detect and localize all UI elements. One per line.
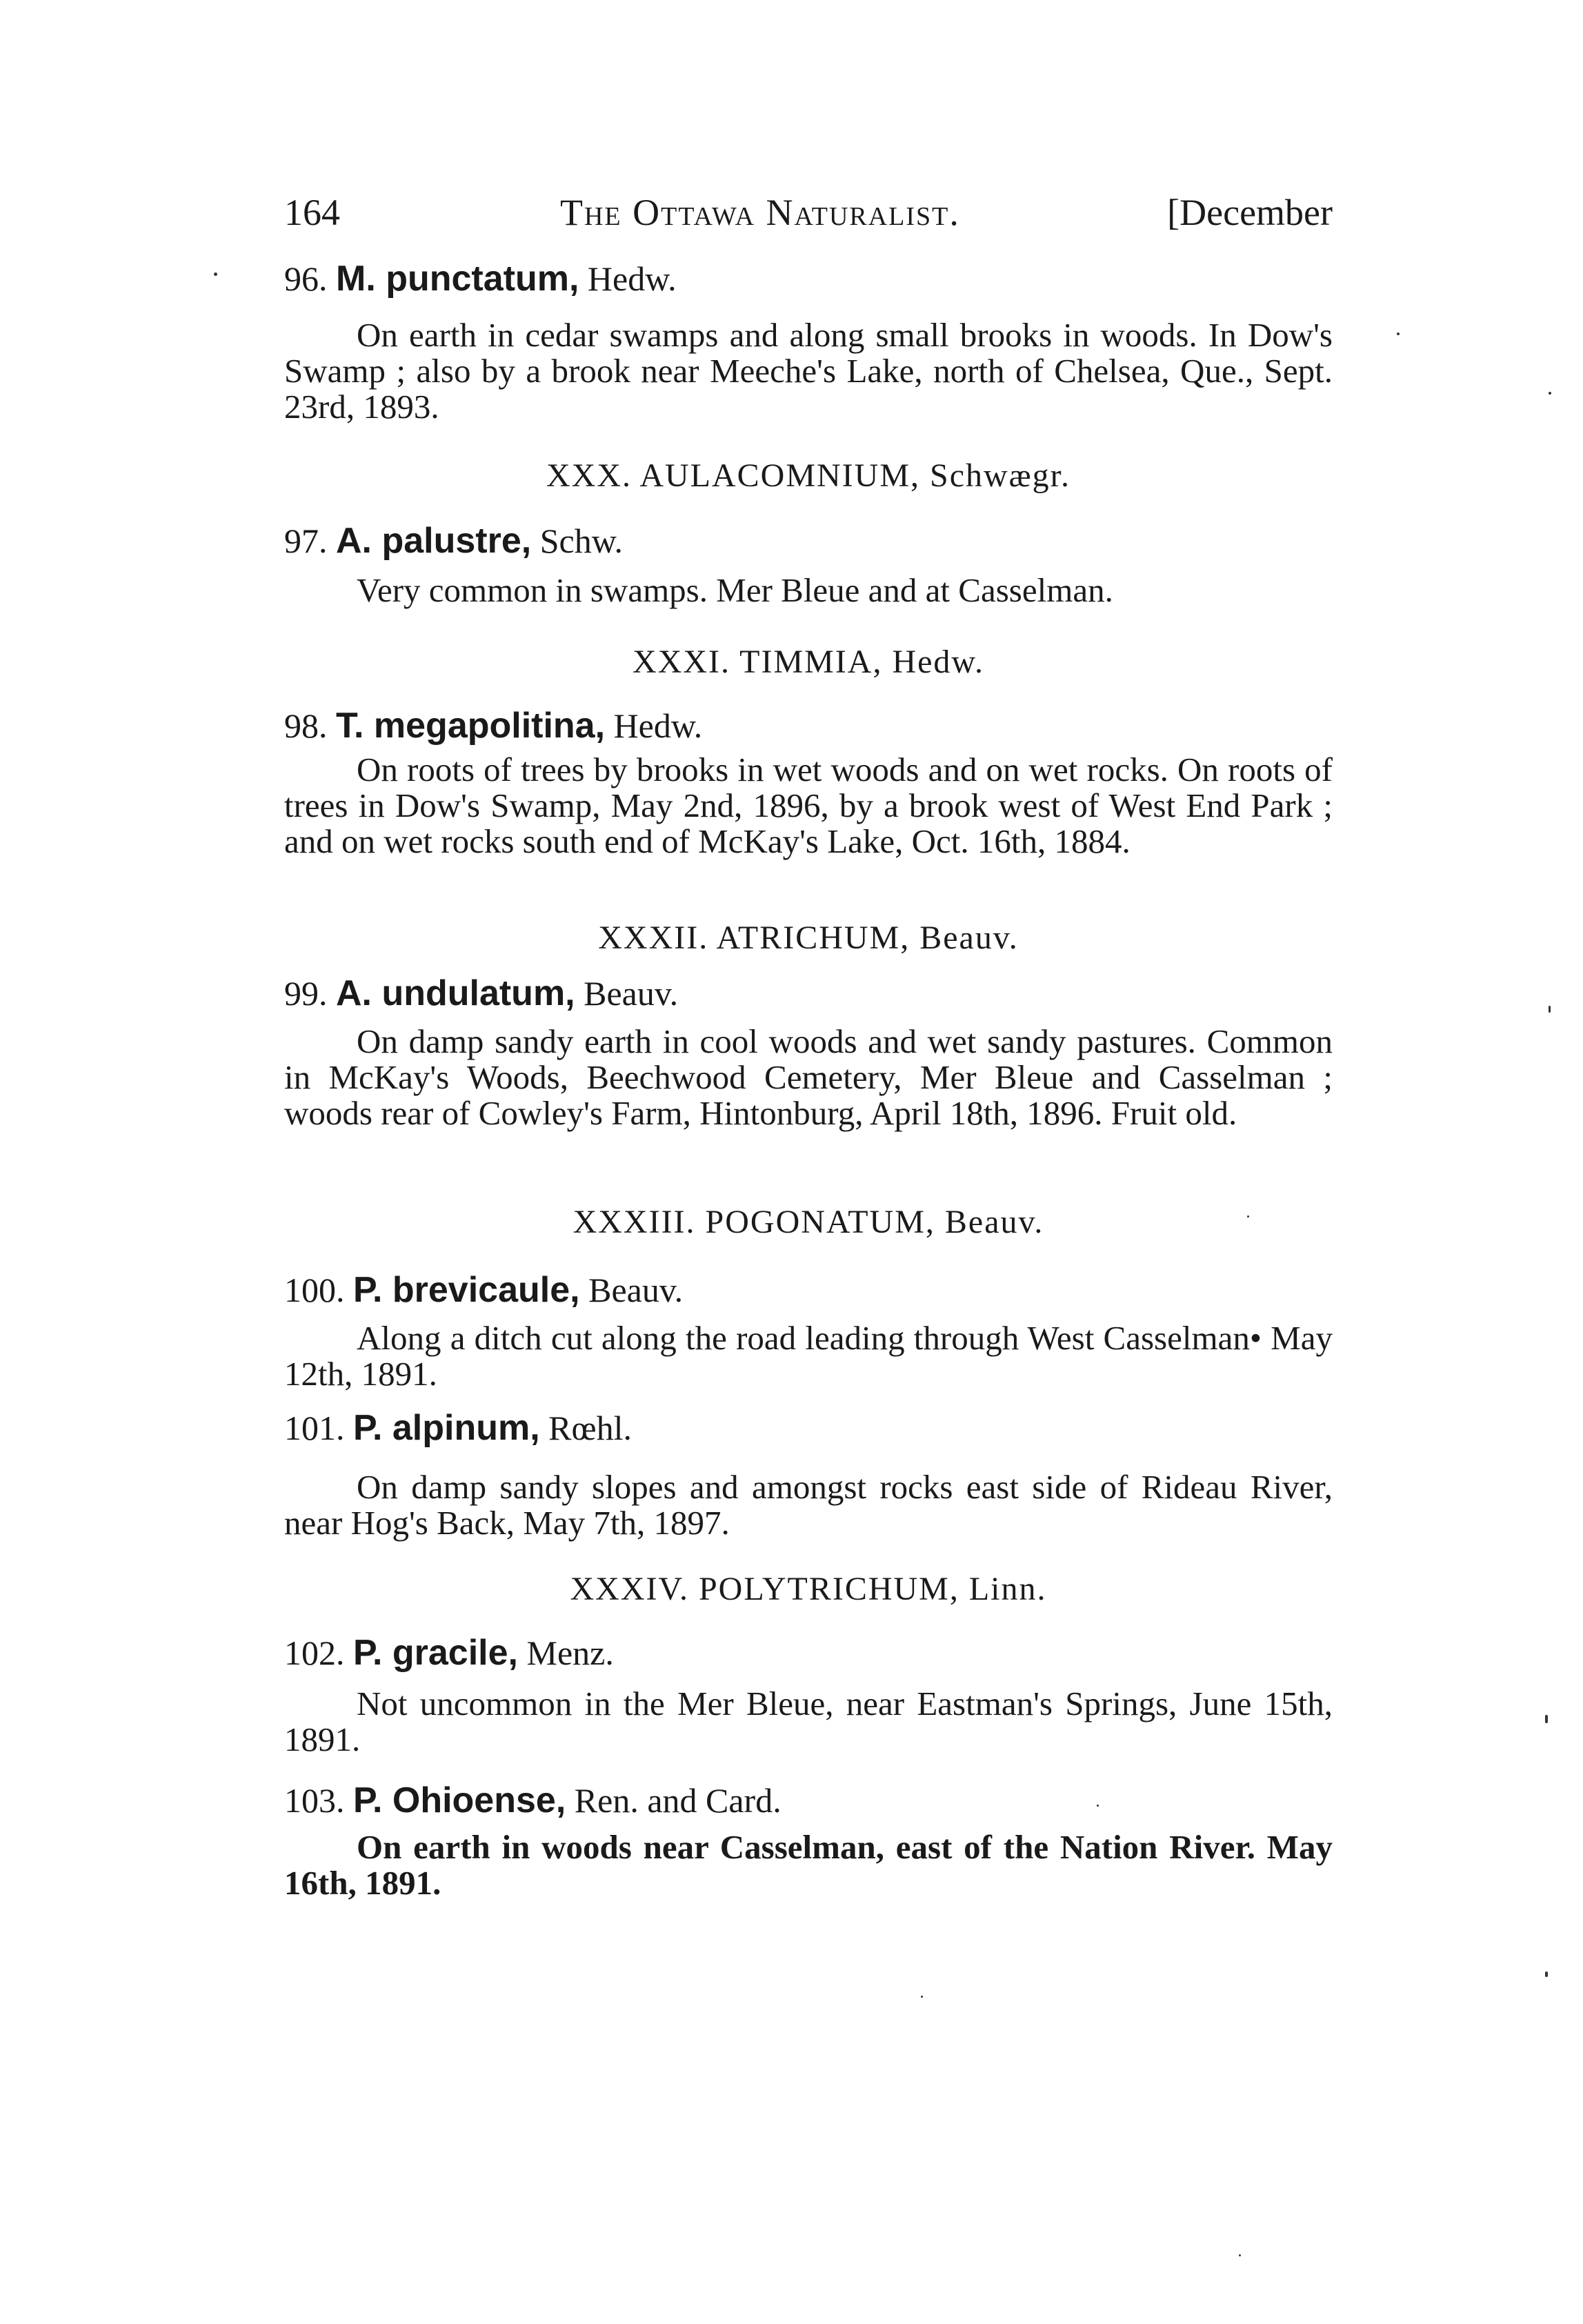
species-author: Beauv.	[588, 1271, 684, 1309]
running-header	[284, 185, 1333, 240]
issue-month: [December	[1167, 192, 1333, 233]
entry-102-description: Not uncommon in the Mer Bleue, near Eastman's Springs, June 15th, 1891.	[284, 1685, 1333, 1758]
species-author: Hedw.	[613, 706, 703, 745]
species-name: P. Ohioense,	[353, 1780, 566, 1820]
genus-heading-pogonatum: XXXIII. POGONATUM, Beauv.	[573, 1204, 1044, 1240]
entry-number: 103.	[284, 1781, 345, 1820]
species-author: Rœhl.	[548, 1409, 633, 1447]
entry-103-description: On earth in woods near Casselman, east of the Nation River. May 16th, 1891.	[284, 1828, 1333, 1902]
entry-number: 97.	[284, 522, 328, 560]
entry-number: 96.	[284, 259, 328, 298]
entry-97-heading	[284, 519, 623, 563]
entry-100-heading	[284, 1268, 683, 1312]
species-author: Menz.	[526, 1633, 614, 1672]
genus-heading-atrichum: XXXII. ATRICHUM, Beauv.	[598, 920, 1019, 956]
species-name: P. brevicaule,	[353, 1270, 580, 1310]
scan-speck	[1549, 1006, 1551, 1013]
entry-number: 101.	[284, 1409, 345, 1447]
scan-speck	[214, 272, 217, 276]
genus-heading-polytrichum: XXXIV. POLYTRICHUM, Linn.	[570, 1571, 1047, 1607]
scan-speck	[1545, 1972, 1548, 1977]
entry-97-description: Very common in swamps. Mer Bleue and at Casselman.	[357, 571, 1113, 609]
entry-98-heading	[284, 704, 702, 748]
scan-speck	[1239, 2254, 1241, 2256]
entry-98-description: On roots of trees by brooks in wet woods and on wet rocks. On roots of trees in Dow's Swamp, May 2nd, 1896, by a brook west of West End Park ; and on wet rocks south end of McKay's Lake, Oct. 16th, 1884.	[284, 751, 1333, 860]
scan-speck	[1097, 1805, 1099, 1807]
entry-100-description: Along a ditch cut along the road leading through West Casselman• May 12th, 1891.	[284, 1319, 1333, 1393]
page-number: 164	[284, 192, 340, 233]
entry-96-heading	[284, 257, 677, 301]
entry-number: 102.	[284, 1633, 345, 1672]
journal-title: The Ottawa Naturalist.	[560, 192, 960, 233]
species-name: M. punctatum,	[336, 259, 579, 299]
entry-101-description: On damp sandy slopes and amongst rocks east side of Rideau River, near Hog's Back, May 7th, 1897.	[284, 1468, 1333, 1542]
entry-99-heading	[284, 971, 678, 1015]
genus-heading-timmia: XXXI. TIMMIA, Hedw.	[633, 644, 984, 680]
genus-heading-aulacomnium: XXX. AULACOMNIUM, Schwægr.	[546, 457, 1071, 494]
entry-number: 98.	[284, 706, 328, 745]
species-name: P. gracile,	[353, 1633, 518, 1673]
entry-101-heading	[284, 1406, 632, 1450]
entry-number: 99.	[284, 974, 328, 1013]
species-author: Hedw.	[587, 259, 677, 298]
species-name: A. undulatum,	[336, 973, 575, 1013]
species-name: A. palustre,	[336, 521, 532, 561]
entry-102-heading	[284, 1631, 614, 1675]
species-name: T. megapolitina,	[336, 706, 606, 746]
species-author: Schw.	[539, 522, 624, 560]
species-author: Beauv.	[584, 974, 679, 1013]
entry-103-heading	[284, 1778, 781, 1823]
scan-speck	[1545, 1715, 1548, 1723]
scan-speck	[1247, 1215, 1249, 1218]
entry-99-description: On damp sandy earth in cool woods and wet sandy pastures. Common in McKay's Woods, Beechwood Cemetery, Mer Bleue and Casselman ; woods rear of Cowley's Farm, Hintonburg, April 18th, 1896. Fruit old.	[284, 1022, 1333, 1132]
scan-speck	[921, 1996, 923, 1998]
species-name: P. alpinum,	[353, 1408, 540, 1448]
scan-speck	[1397, 332, 1400, 335]
entry-number: 100.	[284, 1271, 345, 1309]
entry-96-description: On earth in cedar swamps and along small brooks in woods. In Dow's Swamp ; also by a brook near Meeche's Lake, north of Chelsea, Que., Sept. 23rd, 1893.	[284, 316, 1333, 426]
species-author: Ren. and Card.	[574, 1781, 781, 1820]
scan-speck	[1549, 392, 1551, 395]
